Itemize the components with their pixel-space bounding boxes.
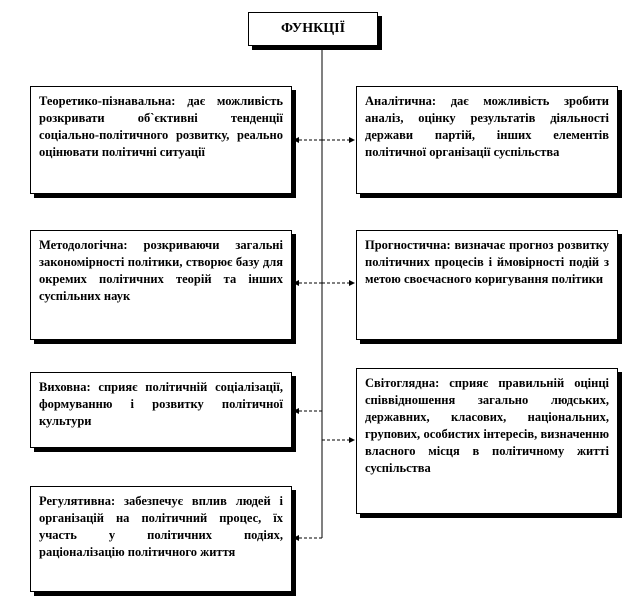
box-educational: [30, 372, 292, 448]
function-description: сприяє правильній оцінці співвідношення загально людських, державних, класових, національних, групових, особистих інтересів, визначенню власного місця в політичному житті суспільства: [365, 376, 609, 475]
box-analytical: [356, 86, 618, 194]
function-name: Виховна:: [39, 380, 91, 394]
box-theoretical-cognitive: [30, 86, 292, 194]
function-name: Методологічна:: [39, 238, 128, 252]
box-prognostic: [356, 230, 618, 340]
function-name: Світоглядна:: [365, 376, 440, 390]
function-description: розкриваючи загальні закономірності політики, створює базу для окремих політичних теорій та інших суспільних наук: [39, 238, 283, 303]
function-description: визначає прогноз розвитку політичних процесів і ймовірності подій з метою своєчасного коригування політики: [365, 238, 609, 286]
function-name: Аналітична:: [365, 94, 437, 108]
function-description: забезпечує вплив людей і організацій на політичний процес, їх участь у політичних подіях, раціоналізацію політичного життя: [39, 494, 283, 559]
box-methodological: [30, 230, 292, 340]
function-description: дає можливість зробити аналіз, оцінку результатів діяльності держави партій, інших елементів політичної організації суспільства: [365, 94, 609, 159]
function-name: Регулятивна:: [39, 494, 116, 508]
function-description: дає можливість розкривати об`єктивні тенденції соціально-політичного розвитку, реально оцінювати політичні ситуації: [39, 94, 283, 159]
box-regulatory: [30, 486, 292, 592]
function-name: Прогностична:: [365, 238, 451, 252]
function-description: сприяє політичній соціалізації, формуванню і розвитку політичної культури: [39, 380, 283, 428]
function-name: Теоретико-пізнавальна:: [39, 94, 176, 108]
box-worldview: [356, 368, 618, 514]
diagram-title: ФУНКЦІЇ: [248, 12, 378, 46]
